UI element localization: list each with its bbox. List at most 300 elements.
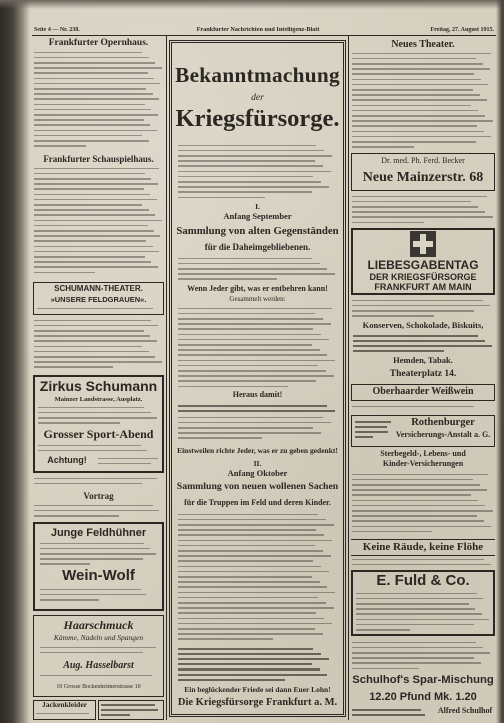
text-line <box>178 427 313 429</box>
text-line <box>352 489 487 491</box>
text-line <box>178 258 312 260</box>
text-line <box>38 445 141 447</box>
text-line <box>353 350 444 352</box>
text-line <box>352 559 484 561</box>
text-line <box>34 173 145 175</box>
text-line <box>352 709 421 711</box>
text-line <box>178 529 316 531</box>
text-line <box>34 98 159 100</box>
text-line <box>178 263 320 265</box>
schumann-theater-details <box>37 306 160 313</box>
text-line <box>178 534 324 536</box>
text-line <box>34 209 149 211</box>
text-line <box>352 315 434 317</box>
text-line <box>178 540 332 542</box>
text-line <box>178 191 312 193</box>
part1-list-intro: Gesammelt werden: <box>229 296 286 303</box>
flea-ad-rule-bottom <box>351 555 495 556</box>
text-line <box>353 335 478 337</box>
text-line <box>34 351 149 353</box>
insurance-seal <box>355 419 391 443</box>
insurance-lines-a: Sterbegeld-, Lebens- und <box>380 450 466 458</box>
text-line <box>178 339 329 341</box>
fuld-name: E. Fuld & Co. <box>376 573 470 589</box>
text-line <box>352 141 476 143</box>
text-line <box>352 211 485 213</box>
text-line <box>178 618 324 620</box>
insurance-company: Versicherungs-Anstalt a. G. <box>395 431 491 439</box>
white-wine-details <box>352 404 494 414</box>
text-line <box>178 278 277 280</box>
text-line <box>178 344 312 346</box>
text-line <box>178 380 316 382</box>
text-line <box>178 592 335 594</box>
clothing-ad-headline: Jackenkleider <box>42 701 87 709</box>
text-line <box>178 628 315 630</box>
text-line <box>352 300 483 302</box>
text-line <box>34 124 150 126</box>
text-line <box>34 325 158 327</box>
text-line <box>356 598 483 600</box>
text-line <box>352 714 425 716</box>
text-line <box>34 135 142 137</box>
announcement-title: Bekanntmachung <box>175 64 340 87</box>
hair-ad-headline: Haarschmuck <box>63 619 134 632</box>
text-line <box>34 361 162 363</box>
text-line <box>34 194 150 196</box>
circus-event-details <box>38 443 159 454</box>
text-line <box>352 125 477 127</box>
text-line <box>34 104 145 106</box>
text-line <box>178 679 285 681</box>
text-line <box>40 543 144 545</box>
right-edge-shadow <box>496 0 504 723</box>
text-line <box>37 308 153 310</box>
text-line <box>34 168 159 170</box>
text-line <box>98 458 158 460</box>
flea-ad-headline: Keine Räude, keine Flöhe <box>362 541 484 553</box>
text-line <box>34 510 159 512</box>
text-line <box>352 73 474 75</box>
text-line <box>352 484 480 486</box>
text-line <box>178 186 329 188</box>
text-line <box>352 510 493 512</box>
announcement-signature: Die Kriegsfürsorge Frankfurt a. M. <box>177 697 338 708</box>
text-line <box>34 330 144 332</box>
text-line <box>34 72 148 74</box>
text-line <box>178 318 323 320</box>
text-line <box>178 524 334 526</box>
text-line <box>178 550 323 552</box>
text-line <box>34 140 149 142</box>
text-line <box>40 553 156 555</box>
text-line <box>40 599 99 601</box>
part2-text <box>178 512 337 644</box>
text-line <box>352 515 477 517</box>
circus-address: Mainzer Landstrasse, Ausplatz. <box>54 396 143 403</box>
coffee-price: 12.20 Pfund Mk. 1.20 <box>369 691 477 703</box>
text-line <box>356 613 482 615</box>
part1-duty-text <box>178 403 337 414</box>
text-line <box>40 647 156 649</box>
text-line <box>34 320 151 322</box>
text-line <box>40 675 152 677</box>
text-line <box>34 335 150 337</box>
hair-ad-items: Kämme, Nadeln und Spangen <box>53 634 144 642</box>
text-line <box>355 421 391 423</box>
announcement-closing: Ein beglückender Friede sei dann Euer Lohn! <box>184 686 331 694</box>
text-line <box>178 545 315 547</box>
text-line <box>38 422 120 424</box>
gift-day-line1: LIEBESGABENTAG <box>367 259 479 272</box>
right-small-print-3 <box>352 640 494 673</box>
text-line <box>34 83 160 85</box>
text-line <box>178 607 334 609</box>
text-line <box>352 84 488 86</box>
circus-notice: Achtung! <box>47 455 87 465</box>
gift-day-line2: DER KRIEGSFÜRSORGE <box>369 272 477 282</box>
text-line <box>352 494 471 496</box>
text-line <box>178 623 332 625</box>
hair-ad-owner: Aug. Hasselbarst <box>63 660 134 671</box>
wine-ad-headline: Junge Feldhühner <box>50 527 147 539</box>
issue-date: Freitag, 27. August 1915. <box>430 27 494 33</box>
right-small-print-1 <box>352 194 494 226</box>
text-line <box>178 181 321 183</box>
text-line <box>178 160 315 162</box>
text-line <box>352 668 419 670</box>
part1-reminder: Einstweilen richte Jeder, was er zu geben gedenkt! <box>177 447 338 455</box>
text-line <box>101 714 130 716</box>
part2-number: II. <box>253 460 262 468</box>
text-line <box>34 214 155 216</box>
text-line <box>356 593 477 595</box>
text-line <box>34 340 157 342</box>
text-line <box>40 594 146 596</box>
text-line <box>34 62 155 64</box>
text-line <box>34 109 151 111</box>
circus-details <box>38 405 159 427</box>
text-line <box>178 566 321 568</box>
book-binding-shadow <box>0 0 30 723</box>
text-line <box>178 555 331 557</box>
text-line <box>34 505 153 507</box>
part1-appeal: Wenn Jeder gibt, was er entbehren kann! <box>187 285 328 293</box>
text-line <box>34 251 159 253</box>
text-line <box>352 89 473 91</box>
text-line <box>34 145 86 147</box>
text-line <box>352 58 476 60</box>
part1-purpose: für die Daheimgebliebenen. <box>204 242 311 252</box>
header-rule <box>32 35 496 36</box>
text-line <box>356 629 410 631</box>
text-line <box>178 571 329 573</box>
text-line <box>352 474 488 476</box>
coffee-address <box>352 707 434 718</box>
text-line <box>178 165 323 167</box>
playhouse-program <box>34 166 163 280</box>
clothing-ad-details <box>36 711 93 718</box>
text-line <box>352 652 490 654</box>
text-line <box>38 417 157 419</box>
text-line <box>352 79 481 81</box>
text-line <box>352 531 432 533</box>
hair-ad-note <box>40 673 157 681</box>
part1-text <box>178 256 337 284</box>
text-line <box>178 273 335 275</box>
text-line <box>178 560 313 562</box>
text-line <box>34 114 158 116</box>
gift-day-goods-last: Hemden, Tabak. <box>393 356 453 365</box>
text-line <box>178 308 332 310</box>
gift-day-goods-first: Konserven, Schokolade, Biskuits, <box>362 321 484 330</box>
text-line <box>178 576 312 578</box>
text-line <box>356 608 475 610</box>
text-line <box>352 53 491 55</box>
wine-ad-details <box>40 541 157 568</box>
announcement-intro <box>178 143 337 201</box>
schumann-theater-show: »UNSERE FELDGRAUEN«. <box>50 296 147 304</box>
text-line <box>34 78 154 80</box>
theater-program <box>352 51 494 151</box>
white-wine-headline: Oberhaarder Weißwein <box>372 386 474 397</box>
text-line <box>34 183 158 185</box>
text-line <box>178 323 331 325</box>
part2-heading: Sammlung von neuen wollenen Sachen <box>176 482 339 492</box>
text-line <box>356 619 489 621</box>
text-line <box>38 450 147 452</box>
text-line <box>352 110 478 112</box>
text-line <box>178 514 318 516</box>
text-line <box>34 240 146 242</box>
text-line <box>352 115 485 117</box>
text-line <box>38 407 144 409</box>
announcement-article: der <box>251 93 264 103</box>
coffee-owner: Alfred Schulhof <box>437 707 493 715</box>
text-line <box>34 366 113 368</box>
text-line <box>352 657 474 659</box>
text-line <box>355 436 373 438</box>
text-line <box>352 201 471 203</box>
text-line <box>40 548 150 550</box>
text-line <box>352 406 474 408</box>
right-small-print-2 <box>352 472 494 538</box>
text-line <box>178 360 335 362</box>
text-line <box>178 375 334 377</box>
text-line <box>34 178 151 180</box>
text-line <box>34 246 153 248</box>
red-cross-icon <box>410 231 436 257</box>
text-line <box>352 68 490 70</box>
insurance-lines-b: Kinder-Versicherungen <box>382 460 464 468</box>
text-line <box>352 105 471 107</box>
schumann-theater-title: SCHUMANN-THEATER. <box>54 285 143 293</box>
text-line <box>34 478 157 480</box>
text-line <box>352 216 493 218</box>
text-line <box>34 515 119 517</box>
text-line <box>178 354 327 356</box>
text-line <box>352 94 480 96</box>
text-line <box>34 235 160 237</box>
text-line <box>353 340 485 342</box>
opera-heading: Frankfurter Opernhaus. <box>48 38 149 48</box>
column-divider-left <box>166 36 167 720</box>
theater-heading: Neues Theater. <box>391 39 455 50</box>
text-line <box>178 334 321 336</box>
text-line <box>178 663 312 665</box>
text-line <box>352 63 483 65</box>
opera-program <box>34 50 163 152</box>
gift-day-address: Theaterplatz 14. <box>389 369 457 379</box>
text-line <box>40 589 141 591</box>
lecture-details <box>34 503 163 519</box>
playhouse-heading: Frankfurter Schauspielhaus. <box>43 154 154 164</box>
text-line <box>356 624 474 626</box>
insurance-name: Rothenburger <box>411 417 475 428</box>
text-line <box>98 463 151 465</box>
text-line <box>178 586 327 588</box>
text-line <box>178 612 316 614</box>
text-line <box>40 652 143 654</box>
text-line <box>352 196 487 198</box>
flea-ad-rule-top <box>351 539 495 540</box>
text-line <box>34 88 146 90</box>
text-line <box>178 638 273 640</box>
text-line <box>34 67 162 69</box>
left-small-print-2 <box>34 476 163 490</box>
text-line <box>352 131 484 133</box>
text-line <box>178 313 315 315</box>
gift-day-text <box>352 298 494 320</box>
text-line <box>178 668 320 670</box>
text-line <box>178 410 335 412</box>
text-line <box>352 146 414 148</box>
folio: Seite 4 — Nr. 238. <box>34 27 80 33</box>
part1-heading: Sammlung von alten Gegenständen <box>176 225 339 237</box>
text-line <box>178 155 332 157</box>
text-line <box>178 349 320 351</box>
text-line <box>34 261 151 263</box>
text-line <box>352 305 490 307</box>
doctor-address: Neue Mainzerstr. 68 <box>362 170 484 185</box>
text-line <box>178 268 327 270</box>
text-line <box>352 505 485 507</box>
text-line <box>34 483 142 485</box>
text-line <box>178 365 318 367</box>
text-line <box>178 674 327 676</box>
text-line <box>34 266 158 268</box>
text-line <box>352 526 491 528</box>
text-line <box>352 120 493 122</box>
small-ad-text <box>101 702 161 718</box>
text-line <box>178 633 323 635</box>
text-line <box>352 222 424 224</box>
text-line <box>355 426 387 428</box>
text-line <box>38 412 151 414</box>
part2-purpose: für die Truppen im Feld und deren Kinder. <box>184 499 331 507</box>
text-line <box>178 653 321 655</box>
text-line <box>352 99 487 101</box>
doctor-name: Dr. med. Ph. Ferd. Becker <box>381 157 465 165</box>
left-small-print-1 <box>34 318 163 372</box>
text-line <box>352 479 473 481</box>
text-line <box>352 206 478 208</box>
circus-title: Zirkus Schumann <box>39 379 158 394</box>
text-line <box>34 225 148 227</box>
part1-date: Anfang September <box>223 212 292 221</box>
fuld-details <box>356 591 490 633</box>
text-line <box>101 704 155 706</box>
lecture-heading: Vortrag <box>83 491 114 501</box>
text-line <box>178 581 320 583</box>
text-line <box>178 648 313 650</box>
text-line <box>353 345 492 347</box>
text-line <box>40 558 143 560</box>
text-line <box>36 713 89 715</box>
part1-closing-text <box>178 415 337 446</box>
text-line <box>34 346 142 348</box>
top-edge-shadow <box>0 0 504 9</box>
announcement-subject: Kriegsfürsorge. <box>175 105 340 132</box>
text-line <box>34 119 144 121</box>
hair-ad-details <box>40 645 157 657</box>
gift-day-goods-more <box>353 333 493 355</box>
gift-day-line3: FRANKFURT AM MAIN <box>374 282 472 292</box>
coffee-headline: Schulhof's Spar-Mischung <box>352 674 494 686</box>
text-line <box>178 417 323 419</box>
text-line <box>355 431 388 433</box>
part2-date: Anfang Oktober <box>227 469 288 478</box>
text-line <box>34 356 155 358</box>
text-line <box>178 328 313 330</box>
text-line <box>352 310 474 312</box>
part1-number: I. <box>255 203 260 211</box>
text-line <box>352 500 478 502</box>
masthead: Frankfurter Nachrichten und Intelligenz-Blatt <box>196 27 320 33</box>
text-line <box>178 432 321 434</box>
text-line <box>178 150 324 152</box>
text-line <box>34 204 142 206</box>
text-line <box>178 405 327 407</box>
part1-item-list <box>178 306 337 390</box>
circus-notice-details <box>98 456 159 470</box>
text-line <box>352 647 483 649</box>
hair-ad-address: 10 Grosse Bockenheimerstrasse 10 <box>56 684 141 690</box>
part2-appeal-text <box>178 646 337 684</box>
text-line <box>178 197 265 199</box>
text-line <box>178 437 262 439</box>
text-line <box>34 256 145 258</box>
flea-ad-details <box>352 557 494 568</box>
text-line <box>34 230 154 232</box>
text-line <box>178 176 313 178</box>
column-divider-right <box>348 36 349 720</box>
text-line <box>34 188 144 190</box>
text-line <box>178 145 316 147</box>
part1-call: Heraus damit! <box>232 391 283 399</box>
text-line <box>352 136 491 138</box>
text-line <box>352 564 491 566</box>
text-line <box>34 199 157 201</box>
text-line <box>34 57 149 59</box>
circus-event: Grosser Sport-Abend <box>43 428 154 441</box>
text-line <box>178 602 326 604</box>
text-line <box>352 520 484 522</box>
text-line <box>356 603 469 605</box>
text-line <box>34 93 153 95</box>
text-line <box>34 52 142 54</box>
text-line <box>34 130 157 132</box>
